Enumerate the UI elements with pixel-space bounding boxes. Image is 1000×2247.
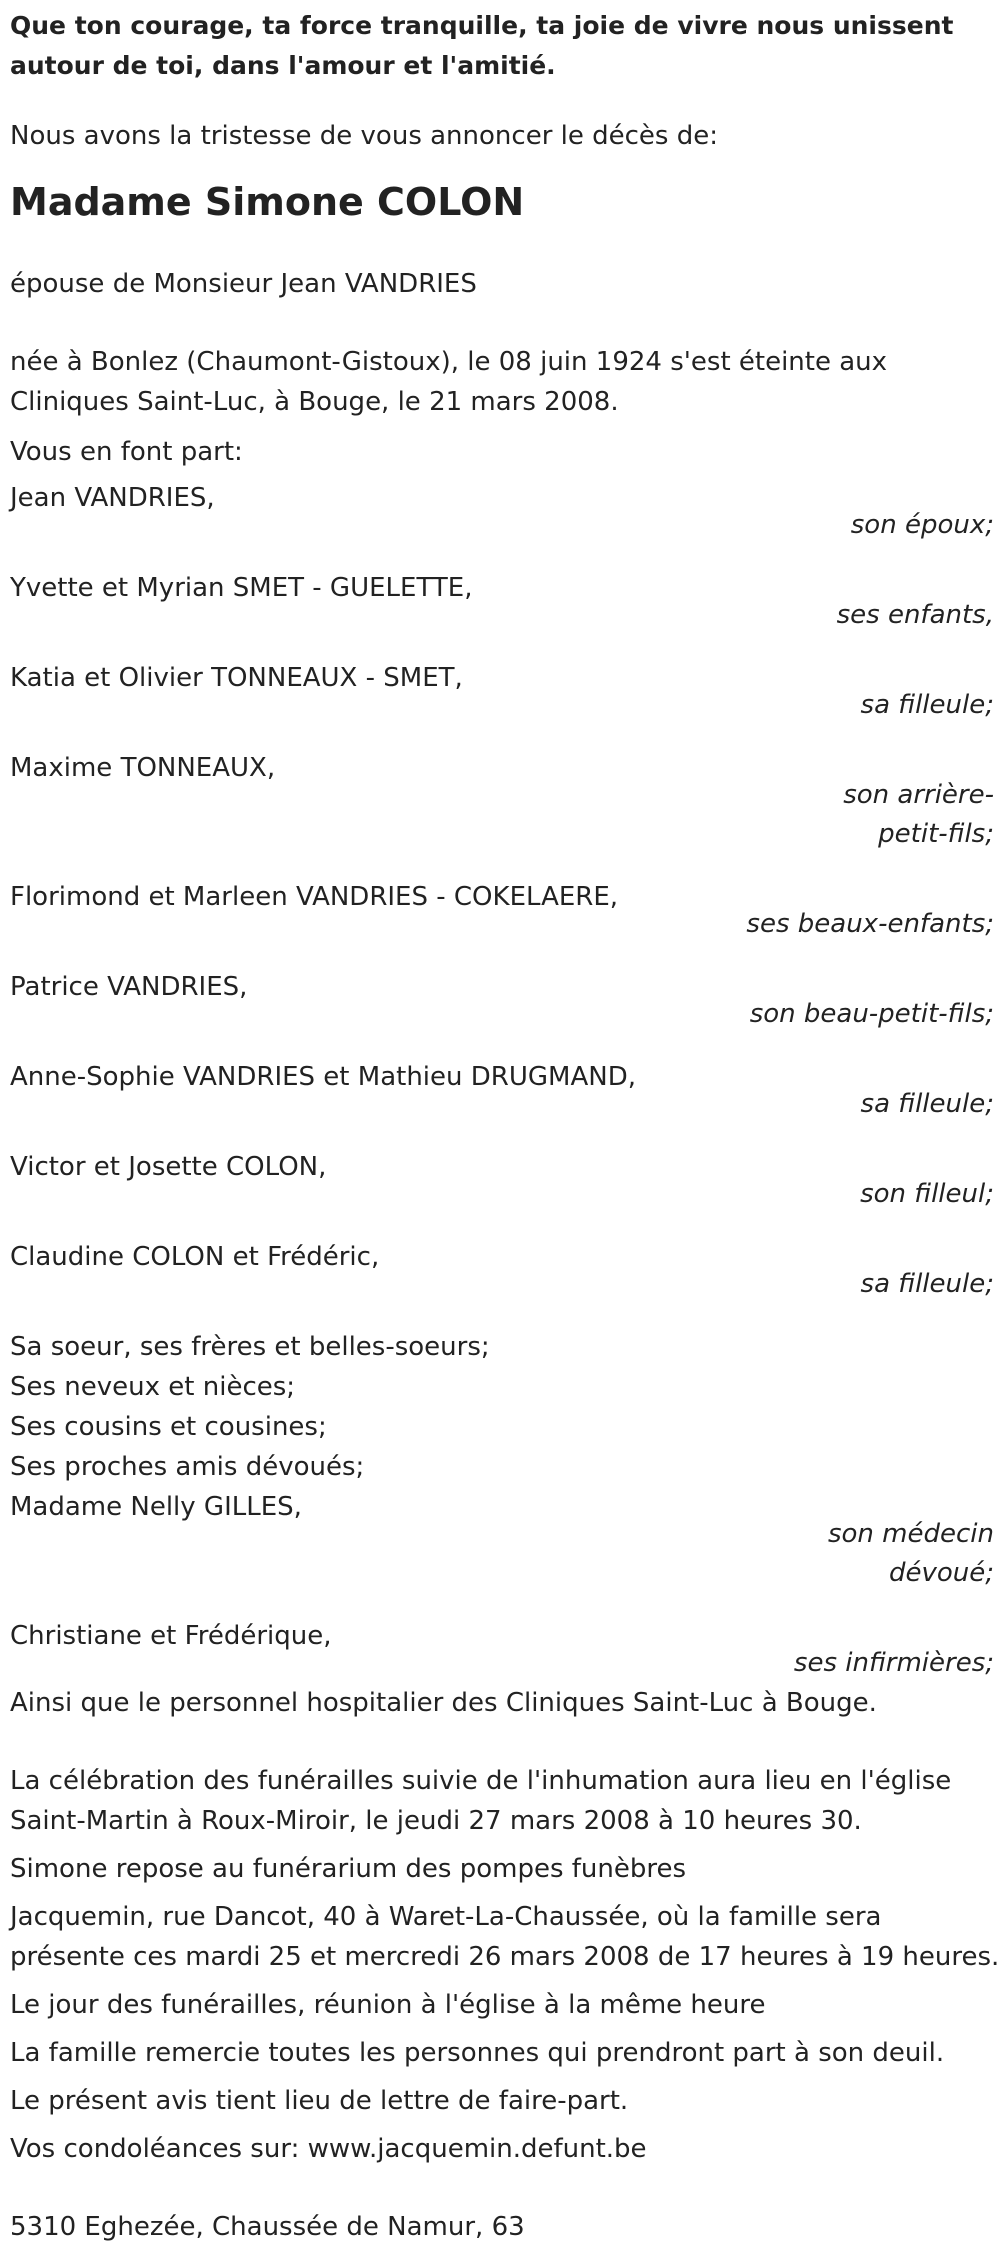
notice-text: Le présent avis tient lieu de lettre de faire-part. [10, 2086, 629, 2116]
mourner-entry [10, 1057, 1000, 1124]
mourner-relation: son beau-petit-fils; [749, 999, 994, 1029]
family-lines [10, 1327, 1000, 1487]
mourner-entry [10, 1487, 1000, 1593]
funeral-details [10, 1761, 1000, 2169]
mourner-name: Jean VANDRIES, [10, 483, 215, 513]
mourner-relation: son filleul; [860, 1179, 994, 1209]
mourner-entry [10, 658, 1000, 725]
family-line: Ses cousins et cousines; [10, 1412, 327, 1442]
rest-text-2: Jacquemin, rue Dancot, 40 à Waret-La-Chaussée, où la famille sera présente ces mardi 25 et mercredi 26 mars 2008 de 17 heures à 19 heures. [10, 1902, 1000, 1972]
mourner-name: Christiane et Frédérique, [10, 1621, 332, 1651]
mourner-relation: ses enfants, [836, 600, 994, 630]
mourner-entry [10, 1237, 1000, 1304]
mourner-name: Patrice VANDRIES, [10, 972, 248, 1002]
family-line: Ses neveux et nièces; [10, 1372, 296, 1402]
rest-text-1: Simone repose au funérarium des pompes funèbres [10, 1854, 687, 1884]
mourner-relation: son arrière-petit-fils; [843, 780, 994, 849]
mourner-name: Victor et Josette COLON, [10, 1152, 327, 1182]
spouse-line: épouse de Monsieur Jean VANDRIES [10, 269, 477, 299]
mourner-relation: sa filleule; [860, 1089, 994, 1119]
mourner-name: Madame Nelly GILLES, [10, 1492, 302, 1522]
mourner-name: Maxime TONNEAUX, [10, 753, 276, 783]
mourner-entry [10, 877, 1000, 944]
mourner-entry [10, 568, 1000, 635]
mourner-relation: sa filleule; [860, 690, 994, 720]
thanks-text: La famille remercie toutes les personnes qui prendront part à son deuil. [10, 2038, 945, 2068]
mourners-list [10, 478, 1000, 1304]
staff-line: Ainsi que le personnel hospitalier des Cliniques Saint-Luc à Bouge. [10, 1688, 877, 1718]
mourner-relation: ses infirmières; [793, 1648, 994, 1678]
family-line: Sa soeur, ses frères et belles-soeurs; [10, 1332, 490, 1362]
mourner-relation: ses beaux-enfants; [746, 909, 994, 939]
announcement-lead: Nous avons la tristesse de vous annoncer le décès de: [10, 121, 718, 151]
condolences-text: Vos condoléances sur: www.jacquemin.defunt.be [10, 2134, 647, 2164]
mourners-list-2 [10, 1487, 1000, 1683]
meeting-text: Le jour des funérailles, réunion à l'église à la même heure [10, 1990, 766, 2020]
part-heading: Vous en font part: [10, 437, 243, 467]
birth-death-line: née à Bonlez (Chaumont-Gistoux), le 08 juin 1924 s'est éteinte aux Cliniques Saint-Luc, à Bouge, le 21 mars 2008. [10, 347, 888, 417]
mourner-name: Katia et Olivier TONNEAUX - SMET, [10, 663, 463, 693]
mourner-name: Florimond et Marleen VANDRIES - COKELAERE, [10, 882, 619, 912]
family-line: Ses proches amis dévoués; [10, 1452, 365, 1482]
mourner-entry [10, 748, 1000, 854]
mourner-entry [10, 967, 1000, 1034]
funeral-home-address: 5310 Eghezée, Chaussée de Namur, 63 [10, 2212, 525, 2242]
mourner-name: Anne-Sophie VANDRIES et Mathieu DRUGMAND, [10, 1062, 636, 1092]
intro-quote: Que ton courage, ta force tranquille, ta joie de vivre nous unissent autour de toi, dans l'amour et l'amitié. [10, 11, 954, 80]
mourner-entry [10, 1147, 1000, 1214]
mourner-name: Yvette et Myrian SMET - GUELETTE, [10, 573, 473, 603]
mourner-relation: son époux; [850, 510, 994, 540]
deceased-name: Madame Simone COLON [10, 180, 525, 224]
ceremony-text: La célébration des funérailles suivie de l'inhumation aura lieu en l'église Saint-Martin à Roux-Miroir, le jeudi 27 mars 2008 à 10 heures 30. [10, 1766, 952, 1836]
mourner-name: Claudine COLON et Frédéric, [10, 1242, 380, 1272]
mourner-entry [10, 478, 1000, 545]
mourner-relation: sa filleule; [860, 1269, 994, 1299]
mourner-entry [10, 1616, 1000, 1683]
mourner-relation: son médecin dévoué; [827, 1519, 994, 1588]
